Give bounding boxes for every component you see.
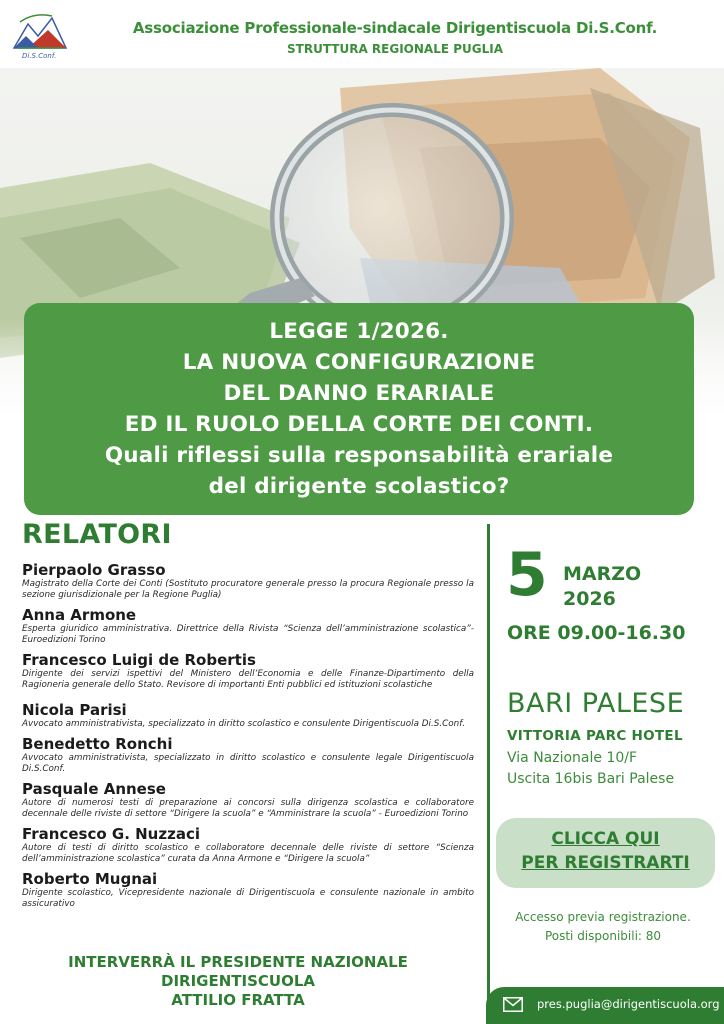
speaker-description: Avvocato amministrativista, specializzato in diritto scolastico e consulente Dirigentiscuola Di.S.Conf. — [22, 719, 465, 729]
logo-text: Di.S.Conf. — [22, 52, 57, 60]
venue-address: Via Nazionale 10/F — [507, 750, 638, 766]
speaker-entry — [22, 870, 474, 910]
president-line: DIRIGENTISCUOLA — [161, 972, 315, 990]
event-hours: ORE 09.00-16.30 — [507, 622, 686, 644]
speaker-name: Roberto Mugnai — [22, 870, 158, 888]
access-note: Accesso previa registrazione. — [515, 910, 691, 924]
column-divider — [487, 524, 490, 1024]
speaker-entry — [22, 651, 474, 691]
speaker-name: Pierpaolo Grasso — [22, 561, 166, 579]
speaker-description: Dirigente dei servizi ispettivi del Ministero dell’Economia e delle Finanze-Dipartimento della Ragioneria generale dello Stato. Revisore di importanti Enti pubblici ed istituzioni scolastiche — [22, 669, 474, 690]
speaker-entry — [22, 701, 474, 730]
event-title-box — [24, 303, 694, 515]
speaker-name: Francesco G. Nuzzaci — [22, 825, 200, 843]
event-day: 5 — [506, 540, 548, 610]
event-month: MARZO — [563, 563, 642, 585]
event-city: BARI PALESE — [507, 688, 685, 719]
register-label-line2[interactable]: PER REGISTRARTI — [521, 853, 690, 873]
register-button[interactable] — [496, 818, 715, 888]
contact-email-link[interactable]: pres.puglia@dirigentiscuola.org — [537, 997, 720, 1011]
access-info — [496, 908, 710, 946]
event-year: 2026 — [563, 588, 616, 610]
speaker-description: Autore di numerosi testi di preparazione ai concorsi sulla dirigenza scolastica e collaboratore decennale delle riviste di settore “Dirigere la scuola” e “Amministrare la scuola” - Euroedizioni Torino — [22, 798, 474, 819]
venue-exit: Uscita 16bis Bari Palese — [507, 771, 675, 787]
speaker-description: Autore di testi di diritto scolastico e collaboratore decennale delle riviste di settore “Scienza dell’amministrazione scolastica” curata da Anna Armone e “Dirigere la scuola” — [22, 843, 474, 864]
relatori-heading: RELATORI — [22, 519, 172, 550]
speaker-description: Dirigente scolastico, Vicepresidente nazionale di Dirigentiscuola e consulente nazionale in ambito assicurativo — [22, 888, 474, 909]
title-line: LEGGE 1/2026. — [269, 319, 449, 344]
register-label-line1[interactable]: CLICCA QUI — [551, 829, 660, 849]
organization-subtitle: STRUTTURA REGIONALE PUGLIA — [287, 42, 503, 56]
speaker-name: Nicola Parisi — [22, 701, 127, 719]
event-venue: VITTORIA PARC HOTEL — [507, 728, 683, 744]
title-line: LA NUOVA CONFIGURAZIONE — [182, 350, 536, 375]
title-line: del dirigente scolastico? — [208, 474, 510, 499]
mail-icon — [503, 997, 523, 1012]
speaker-entry — [22, 735, 474, 775]
speakers-list — [22, 561, 474, 910]
speaker-name: Anna Armone — [22, 606, 137, 624]
speaker-entry — [22, 825, 474, 865]
speaker-description: Esperta giuridico amministrativa. Direttrice della Rivista “Scienza dell’amministrazione scolastica”- Euroedizioni Torino — [22, 624, 474, 645]
organization-name: Associazione Professionale-sindacale Dirigentiscuola Di.S.Conf. — [132, 19, 658, 37]
speaker-entry — [22, 561, 474, 601]
speaker-entry — [22, 780, 474, 820]
president-name: ATTILIO FRATTA — [171, 991, 305, 1009]
organization-logo — [8, 8, 72, 66]
contact-bar — [486, 987, 724, 1024]
speaker-name: Francesco Luigi de Robertis — [22, 651, 256, 669]
title-line: DEL DANNO ERARIALE — [223, 381, 495, 406]
speaker-name: Benedetto Ronchi — [22, 735, 173, 753]
title-line: ED IL RUOLO DELLA CORTE DEI CONTI. — [124, 412, 594, 437]
speaker-entry — [22, 606, 474, 646]
president-announcement — [22, 953, 454, 1010]
speaker-description: Avvocato amministrativista, specializzato in diritto scolastico e consulente legale Dirigentiscuola Di.S.Conf. — [22, 753, 474, 774]
title-line: Quali riflessi sulla responsabilità erariale — [104, 443, 614, 468]
president-line: INTERVERRÀ IL PRESIDENTE NAZIONALE — [68, 953, 408, 971]
speaker-description: Magistrato della Corte dei Conti (Sostituto procuratore generale presso la procura Regionale presso la sezione giurisdizionale per la Regione Puglia) — [22, 579, 474, 600]
seats-available: Posti disponibili: 80 — [544, 929, 662, 943]
speaker-name: Pasquale Annese — [22, 780, 166, 798]
